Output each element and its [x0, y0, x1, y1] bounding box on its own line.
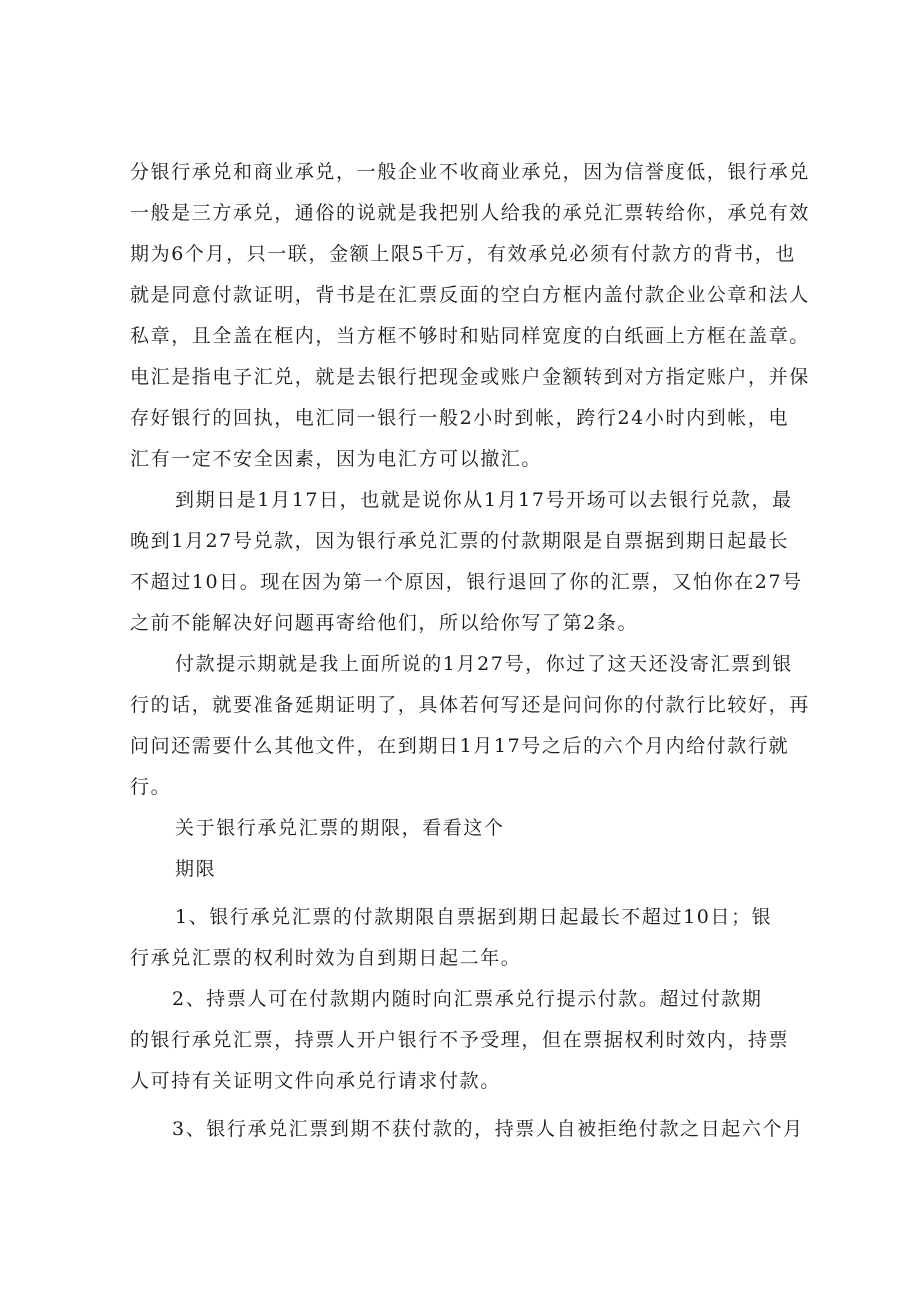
- text-line: 存好银行的回执，电汇同一银行一般2小时到帐，跨行24小时内到帐，电: [130, 407, 790, 429]
- text-line: 汇有一定不安全因素，因为电汇方可以撤汇。: [130, 448, 543, 470]
- text-line: 就是同意付款证明，背书是在汇票反面的空白方框内盖付款企业公章和法人: [130, 284, 810, 306]
- list-item-first-line: 1、银行承兑汇票的付款期限自票据到期日起最长不超过10日；银: [175, 906, 773, 928]
- text-line: 行的话，就要准备延期证明了，具体若何写还是问问你的付款行比较好，再: [130, 694, 810, 716]
- text-line: 人可持有关证明文件向承兑行请求付款。: [130, 1070, 501, 1092]
- text-line: 行。: [130, 776, 172, 798]
- text-line: 的银行承兑汇票，持票人开户银行不予受理，但在票据权利时效内，持票: [130, 1029, 790, 1051]
- text-line: 之前不能解决好问题再寄给他们，所以给你写了第2条。: [130, 612, 639, 634]
- list-item-first-line: 2、持票人可在付款期内随时向汇票承兑行提示付款。超过付款期: [172, 988, 763, 1010]
- section-heading: 期限: [175, 858, 217, 880]
- text-line: 不超过10日。现在因为第一个原因，银行退回了你的汇票，又怕你在27号: [130, 571, 803, 593]
- text-line: 电汇是指电子汇兑，就是去银行把现金或账户金额转到对方指定账户，并保: [130, 366, 810, 388]
- text-line: 期为6个月，只一联，金额上限5千万，有效承兑必须有付款方的背书，也: [130, 243, 796, 265]
- text-line: 分银行承兑和商业承兑，一般企业不收商业承兑，因为信誉度低，银行承兑: [130, 161, 810, 183]
- paragraph-first-line: 付款提示期就是我上面所说的1月27号，你过了这天还没寄汇票到银: [175, 653, 793, 675]
- section-intro: 关于银行承兑汇票的期限，看看这个: [175, 817, 505, 839]
- text-line: 问问还需要什么其他文件，在到期日1月17号之后的六个月内给付款行就: [130, 735, 790, 757]
- list-item-first-line: 3、银行承兑汇票到期不获付款的，持票人自被拒绝付款之日起六个月: [172, 1118, 804, 1140]
- text-line: 行承兑汇票的权利时效为自到期日起二年。: [130, 947, 522, 969]
- text-line: 一般是三方承兑，通俗的说就是我把别人给我的承兑汇票转给你，承兑有效: [130, 202, 810, 224]
- paragraph-first-line: 到期日是1月17日，也就是说你从1月17号开场可以去银行兑款，最: [175, 489, 793, 511]
- text-line: 晚到1月27号兑款，因为银行承兑汇票的付款期限是自票据到期日起最长: [130, 530, 790, 552]
- text-line: 私章，且全盖在框内，当方框不够时和贴同样宽度的白纸画上方框在盖章。: [130, 325, 810, 347]
